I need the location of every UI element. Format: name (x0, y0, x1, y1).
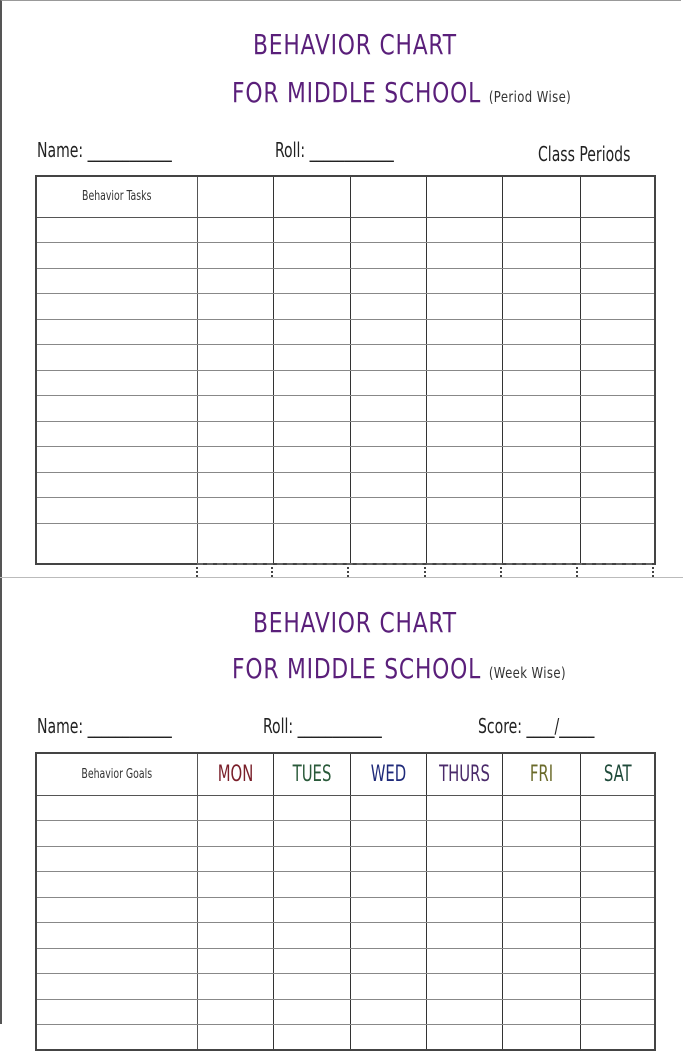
mark-cell[interactable] (273, 345, 350, 371)
mark-cell[interactable] (350, 447, 426, 473)
mark-cell[interactable] (502, 974, 580, 1000)
day-header-fri: FRI (502, 753, 580, 795)
behavior-entry-cell[interactable] (36, 243, 197, 269)
mark-cell[interactable] (197, 217, 273, 243)
mark-cell[interactable] (502, 472, 580, 498)
mark-cell[interactable] (426, 447, 502, 473)
mark-cell[interactable] (273, 294, 350, 320)
score-label: Score: (478, 714, 523, 738)
tick-mark (347, 567, 351, 577)
mark-cell[interactable] (197, 268, 273, 294)
mark-cell[interactable] (273, 243, 350, 269)
mark-cell[interactable] (350, 421, 426, 447)
mark-cell[interactable] (197, 523, 273, 564)
mark-cell[interactable] (502, 846, 580, 872)
mark-cell[interactable] (350, 872, 426, 898)
table-row (36, 345, 655, 371)
mark-cell[interactable] (580, 447, 655, 473)
mark-cell[interactable] (273, 897, 350, 923)
behavior-entry-cell[interactable] (36, 268, 197, 294)
behavior-entry-cell[interactable] (36, 821, 197, 847)
table-row (36, 523, 655, 564)
table-row (36, 319, 655, 345)
mark-cell[interactable] (580, 319, 655, 345)
behavior-tasks-header: Behavior Tasks (36, 176, 197, 217)
behavior-entry-cell[interactable] (36, 897, 197, 923)
behavior-entry-cell[interactable] (36, 795, 197, 821)
mark-cell[interactable] (350, 243, 426, 269)
mark-cell[interactable] (502, 370, 580, 396)
day-header-sat: SAT (580, 753, 655, 795)
mark-cell[interactable] (197, 472, 273, 498)
mark-cell[interactable] (580, 217, 655, 243)
behavior-entry-cell[interactable] (36, 1025, 197, 1051)
sheet2-score-field[interactable] (478, 714, 594, 738)
mark-cell[interactable] (426, 243, 502, 269)
mark-cell[interactable] (273, 974, 350, 1000)
mark-cell[interactable] (350, 268, 426, 294)
mark-cell[interactable] (426, 421, 502, 447)
mark-cell[interactable] (580, 523, 655, 564)
mark-cell[interactable] (502, 795, 580, 821)
mark-cell[interactable] (197, 447, 273, 473)
table-row (36, 243, 655, 269)
sheet2-header-row (36, 753, 655, 795)
behavior-entry-cell[interactable] (36, 498, 197, 524)
mark-cell[interactable] (426, 872, 502, 898)
mark-cell[interactable] (580, 243, 655, 269)
mark-cell[interactable] (502, 948, 580, 974)
tick-mark (271, 567, 275, 577)
mark-cell[interactable] (426, 974, 502, 1000)
behavior-entry-cell[interactable] (36, 294, 197, 320)
mark-cell[interactable] (350, 846, 426, 872)
mark-cell[interactable] (426, 897, 502, 923)
mark-cell[interactable] (197, 872, 273, 898)
mark-cell[interactable] (426, 821, 502, 847)
mark-cell[interactable] (197, 974, 273, 1000)
mark-cell[interactable] (502, 345, 580, 371)
table-row (36, 897, 655, 923)
mark-cell[interactable] (350, 1025, 426, 1051)
behavior-entry-cell[interactable] (36, 345, 197, 371)
mark-cell[interactable] (273, 447, 350, 473)
score-blank: ____/_____ (526, 714, 595, 738)
mark-cell[interactable] (580, 974, 655, 1000)
behavior-entry-cell[interactable] (36, 999, 197, 1025)
table-row (36, 948, 655, 974)
sheet1-class-periods-label: Class Periods (538, 142, 631, 166)
mark-cell[interactable] (350, 345, 426, 371)
mark-cell[interactable] (273, 472, 350, 498)
tick-mark (424, 567, 428, 577)
mark-cell[interactable] (580, 396, 655, 422)
behavior-entry-cell[interactable] (36, 948, 197, 974)
mark-cell[interactable] (197, 923, 273, 949)
behavior-goals-header: Behavior Goals (36, 753, 197, 795)
mark-cell[interactable] (350, 370, 426, 396)
table-row (36, 821, 655, 847)
sheet1-title-line2-text: FOR MIDDLE SCHOOL (232, 76, 482, 109)
sheet2-roll-field[interactable] (263, 714, 382, 738)
mark-cell[interactable] (350, 396, 426, 422)
mark-cell[interactable] (197, 243, 273, 269)
mark-cell[interactable] (426, 795, 502, 821)
sheet2-subtitle: (Week Wise) (488, 664, 566, 682)
mark-cell[interactable] (426, 268, 502, 294)
mark-cell[interactable] (426, 923, 502, 949)
day-header-tues: TUES (273, 753, 350, 795)
mark-cell[interactable] (426, 472, 502, 498)
mark-cell[interactable] (197, 948, 273, 974)
mark-cell[interactable] (580, 897, 655, 923)
mark-cell[interactable] (426, 370, 502, 396)
sheet1-header-row (36, 176, 655, 217)
name-label: Name: (37, 714, 84, 738)
mark-cell[interactable] (197, 345, 273, 371)
behavior-entry-cell[interactable] (36, 319, 197, 345)
mark-cell[interactable] (502, 999, 580, 1025)
mark-cell[interactable] (350, 999, 426, 1025)
mark-cell[interactable] (197, 897, 273, 923)
table-row (36, 872, 655, 898)
mark-cell[interactable] (273, 370, 350, 396)
mark-cell[interactable] (197, 1025, 273, 1051)
mark-cell[interactable] (502, 523, 580, 564)
table-row (36, 447, 655, 473)
mark-cell[interactable] (502, 897, 580, 923)
mark-cell[interactable] (580, 795, 655, 821)
mark-cell[interactable] (502, 923, 580, 949)
tick-mark (652, 567, 656, 577)
day-header-mon: MON (197, 753, 273, 795)
name-blank: ____________ (87, 138, 172, 162)
table-row (36, 999, 655, 1025)
mark-cell[interactable] (273, 498, 350, 524)
table-row (36, 472, 655, 498)
table-row (36, 923, 655, 949)
mark-cell[interactable] (197, 396, 273, 422)
mark-cell[interactable] (580, 294, 655, 320)
mark-cell[interactable] (502, 872, 580, 898)
mark-cell[interactable] (580, 872, 655, 898)
mark-cell[interactable] (426, 498, 502, 524)
period-header-cell[interactable] (197, 176, 273, 217)
mark-cell[interactable] (502, 1025, 580, 1051)
mark-cell[interactable] (197, 498, 273, 524)
table-row (36, 974, 655, 1000)
mark-cell[interactable] (426, 999, 502, 1025)
mark-cell[interactable] (197, 294, 273, 320)
mark-cell[interactable] (350, 472, 426, 498)
mark-cell[interactable] (350, 217, 426, 243)
sheet1-roll-field[interactable] (275, 138, 394, 162)
period-header-cell[interactable] (502, 176, 580, 217)
mark-cell[interactable] (273, 217, 350, 243)
mark-cell[interactable] (426, 948, 502, 974)
mark-cell[interactable] (197, 795, 273, 821)
mark-cell[interactable] (273, 319, 350, 345)
mark-cell[interactable] (273, 872, 350, 898)
mark-cell[interactable] (197, 821, 273, 847)
table-row (36, 498, 655, 524)
table-row (36, 1025, 655, 1051)
roll-label: Roll: (275, 138, 306, 162)
mark-cell[interactable] (580, 370, 655, 396)
mark-cell[interactable] (580, 498, 655, 524)
period-header-cell[interactable] (350, 176, 426, 217)
mark-cell[interactable] (197, 846, 273, 872)
mark-cell[interactable] (273, 421, 350, 447)
table-row (36, 268, 655, 294)
roll-blank: ____________ (309, 138, 394, 162)
mark-cell[interactable] (502, 294, 580, 320)
behavior-entry-cell[interactable] (36, 523, 197, 564)
behavior-entry-cell[interactable] (36, 447, 197, 473)
mark-cell[interactable] (502, 421, 580, 447)
mark-cell[interactable] (426, 217, 502, 243)
mark-cell[interactable] (580, 923, 655, 949)
mark-cell[interactable] (502, 447, 580, 473)
mark-cell[interactable] (426, 523, 502, 564)
sheet2-title-line2 (232, 652, 566, 685)
mark-cell[interactable] (350, 923, 426, 949)
mark-cell[interactable] (580, 472, 655, 498)
table-row (36, 217, 655, 243)
mark-cell[interactable] (273, 795, 350, 821)
mark-cell[interactable] (273, 268, 350, 294)
mark-cell[interactable] (197, 421, 273, 447)
mark-cell[interactable] (197, 319, 273, 345)
table-row (36, 795, 655, 821)
cut-line-dashes (197, 563, 652, 565)
mark-cell[interactable] (350, 948, 426, 974)
mark-cell[interactable] (273, 821, 350, 847)
behavior-entry-cell[interactable] (36, 421, 197, 447)
mark-cell[interactable] (273, 999, 350, 1025)
sheet2-behavior-table (35, 752, 656, 1051)
mark-cell[interactable] (502, 319, 580, 345)
mark-cell[interactable] (580, 999, 655, 1025)
mark-cell[interactable] (426, 1025, 502, 1051)
mark-cell[interactable] (273, 523, 350, 564)
mark-cell[interactable] (350, 498, 426, 524)
behavior-entry-cell[interactable] (36, 846, 197, 872)
mark-cell[interactable] (502, 498, 580, 524)
behavior-entry-cell[interactable] (36, 370, 197, 396)
mark-cell[interactable] (580, 268, 655, 294)
tick-mark (196, 567, 200, 577)
mark-cell[interactable] (273, 923, 350, 949)
mark-cell[interactable] (502, 243, 580, 269)
table-row (36, 294, 655, 320)
sheet2-name-field[interactable] (37, 714, 172, 738)
name-label: Name: (37, 138, 84, 162)
table-row (36, 421, 655, 447)
mark-cell[interactable] (197, 370, 273, 396)
table-row (36, 846, 655, 872)
behavior-entry-cell[interactable] (36, 217, 197, 243)
mark-cell[interactable] (426, 396, 502, 422)
period-header-cell[interactable] (273, 176, 350, 217)
day-header-thurs: THURS (426, 753, 502, 795)
mark-cell[interactable] (350, 974, 426, 1000)
mark-cell[interactable] (580, 1025, 655, 1051)
sheet2-title-line2-text: FOR MIDDLE SCHOOL (232, 652, 482, 685)
day-header-wed: WED (350, 753, 426, 795)
mark-cell[interactable] (350, 795, 426, 821)
roll-label: Roll: (263, 714, 294, 738)
mark-cell[interactable] (350, 319, 426, 345)
mark-cell[interactable] (350, 294, 426, 320)
behavior-entry-cell[interactable] (36, 396, 197, 422)
table-row (36, 370, 655, 396)
sheet1-name-field[interactable] (37, 138, 172, 162)
mark-cell[interactable] (502, 268, 580, 294)
mark-cell[interactable] (273, 846, 350, 872)
mark-cell[interactable] (502, 396, 580, 422)
mark-cell[interactable] (197, 999, 273, 1025)
behavior-entry-cell[interactable] (36, 872, 197, 898)
mark-cell[interactable] (580, 421, 655, 447)
tick-mark (576, 567, 580, 577)
table-row (36, 396, 655, 422)
sheet1-title-line2 (232, 76, 571, 109)
page-separator (0, 577, 683, 578)
tick-mark (500, 567, 504, 577)
sheet2-title-line1: BEHAVIOR CHART (253, 606, 457, 639)
behavior-entry-cell[interactable] (36, 923, 197, 949)
mark-cell[interactable] (580, 846, 655, 872)
mark-cell[interactable] (350, 821, 426, 847)
behavior-entry-cell[interactable] (36, 974, 197, 1000)
mark-cell[interactable] (350, 897, 426, 923)
sheet1-title-line1: BEHAVIOR CHART (253, 28, 457, 61)
period-header-cell[interactable] (426, 176, 502, 217)
mark-cell[interactable] (580, 345, 655, 371)
period-header-cell[interactable] (580, 176, 655, 217)
mark-cell[interactable] (426, 319, 502, 345)
sheet1-subtitle: (Period Wise) (488, 88, 572, 106)
mark-cell[interactable] (426, 294, 502, 320)
behavior-entry-cell[interactable] (36, 472, 197, 498)
sheet1-behavior-table (35, 175, 656, 565)
mark-cell[interactable] (580, 948, 655, 974)
mark-cell[interactable] (273, 1025, 350, 1051)
name-blank: ____________ (87, 714, 172, 738)
mark-cell[interactable] (580, 821, 655, 847)
mark-cell[interactable] (273, 396, 350, 422)
mark-cell[interactable] (502, 217, 580, 243)
mark-cell[interactable] (426, 846, 502, 872)
roll-blank: ____________ (297, 714, 382, 738)
mark-cell[interactable] (502, 821, 580, 847)
mark-cell[interactable] (426, 345, 502, 371)
mark-cell[interactable] (350, 523, 426, 564)
mark-cell[interactable] (273, 948, 350, 974)
